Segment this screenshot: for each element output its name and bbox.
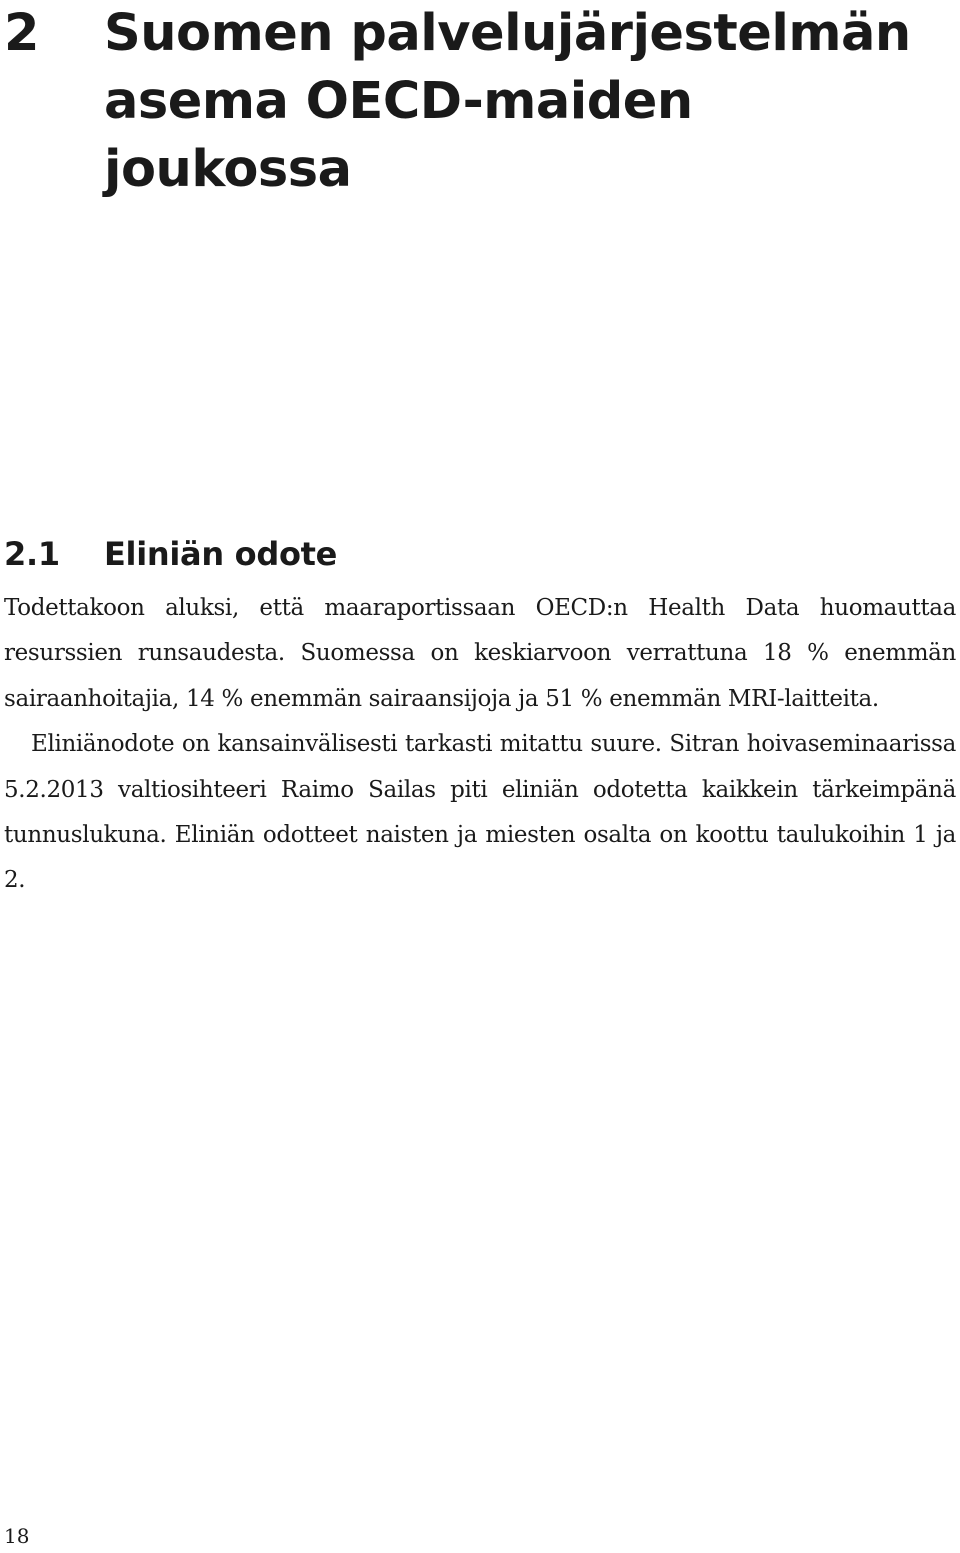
paragraph: Eliniänodote on kansainvälisesti tarkasti mitattu suure. Sitran hoivaseminaarissa 5.2.2013 valtiosihteeri Raimo Sailas piti eliniän odotetta kaikkein tärkeimpänä tunnuslukuna. Eliniän odotteet naisten ja miesten osalta on koottu taulukoihin 1 ja 2. xyxy=(4,731,956,894)
chapter-heading xyxy=(4,0,954,204)
section-heading xyxy=(4,532,954,576)
section-title: Eliniän odote xyxy=(104,535,338,573)
body-text xyxy=(4,586,956,904)
section-number: 2.1 xyxy=(4,535,60,573)
chapter-number: 2 xyxy=(4,4,39,63)
page-number: 18 xyxy=(4,1524,30,1548)
paragraph: Todettakoon aluksi, että maaraportissaan OECD:n Health Data huomauttaa resurssien runsaudesta. Suomessa on keskiarvoon verrattuna 18 % enemmän sairaanhoitajia, 14 % enemmän sairaansijoja ja 51 % enemmän MRI-laitteita. xyxy=(4,595,956,712)
chapter-title: Suomen palvelujärjestelmän asema OECD-maiden joukossa xyxy=(104,4,911,199)
